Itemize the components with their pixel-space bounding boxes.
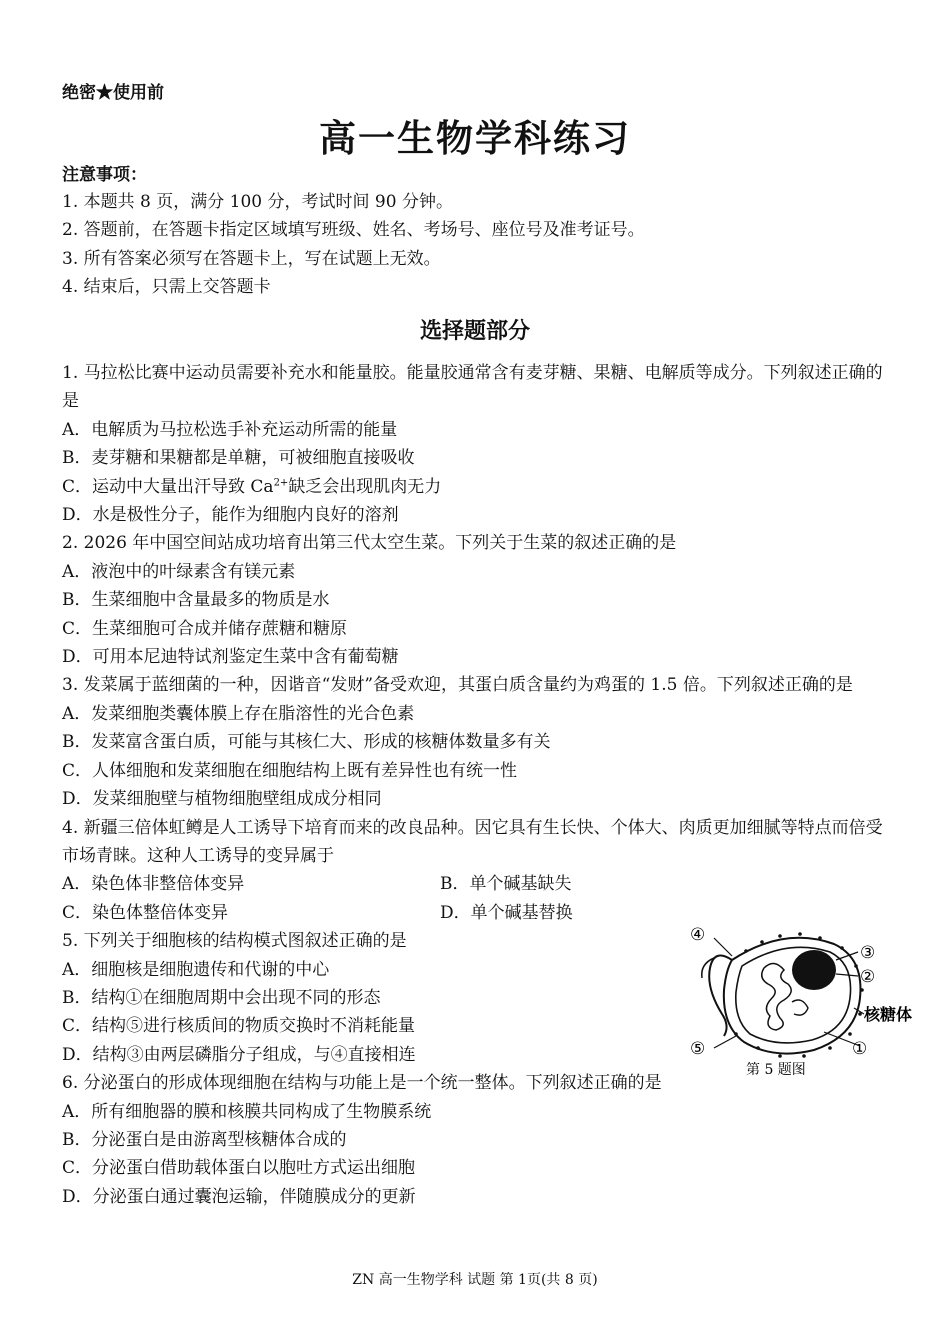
option-a: A．染色体非整倍体变异: [62, 874, 245, 895]
question-4: [62, 814, 892, 928]
chromatin-fragment: [792, 1000, 808, 1015]
option-d: D．单个碱基替换: [440, 902, 573, 923]
question-list: [62, 359, 892, 1211]
option-b: B．发菜富含蛋白质，可能与其核仁大、形成的核糖体数量多有关: [62, 732, 551, 753]
option-a: A．液泡中的叶绿素含有镁元素: [62, 561, 296, 582]
label-ribosome: 核糖体: [864, 1005, 913, 1024]
chromatin: [762, 963, 791, 1030]
option-b: B．生菜细胞中含量最多的物质是水: [62, 590, 330, 611]
option-c: C．染色体整倍体变异: [62, 902, 229, 923]
option-a: A．细胞核是细胞遗传和代谢的中心: [62, 959, 330, 980]
question-stem: 6. 分泌蛋白的形成体现细胞在结构与功能上是一个统一整体。下列叙述正确的是: [62, 1073, 662, 1094]
option-a: A．电解质为马拉松选手补充运动所需的能量: [62, 419, 398, 440]
outer-membrane: [724, 938, 861, 1054]
option-b: B．麦芽糖和果糖都是单糖，可被细胞直接吸收: [62, 448, 415, 469]
note-item: 4. 结束后，只需上交答题卡: [62, 277, 271, 298]
option-c: [62, 473, 892, 501]
label-3: ③: [860, 943, 876, 963]
option-c: C．分泌蛋白借助载体蛋白以胞吐方式运出细胞: [62, 1158, 416, 1179]
option-c-tail: 缺乏会出现肌肉无力: [288, 476, 442, 497]
question-stem: 4. 新疆三倍体虹鳟是人工诱导下培育而来的改良品种。因它具有生长快、个体大、肉质更加细腻等特点而倍受市场青睐。这种人工诱导的变异属于: [62, 817, 883, 866]
page-footer: ZN 高一生物学科 试题 第 1页(共 8 页): [352, 1272, 598, 1288]
question-3: [62, 671, 892, 813]
option-c: C．生菜细胞可合成并储存蔗糖和糖原: [62, 618, 348, 639]
option-c: C．人体细胞和发菜细胞在细胞结构上既有差异性也有统一性: [62, 760, 518, 781]
question-stem: 1. 马拉松比赛中运动员需要补充水和能量胶。能量胶通常含有麦芽糖、果糖、电解质等成分。下列叙述正确的是: [62, 363, 883, 412]
nucleus-diagram: [684, 918, 924, 1080]
notes-heading: 注意事项：: [62, 165, 147, 185]
option-a: A．发菜细胞类囊体膜上存在脂溶性的光合色素: [62, 703, 415, 724]
confidential-label: 绝密★使用前: [62, 83, 164, 103]
label-5: ⑤: [690, 1039, 706, 1059]
option-c-text: C．运动中大量出汗导致 Ca: [62, 476, 274, 497]
note-item: 3. 所有答案必须写在答题卡上，写在试题上无效。: [62, 248, 441, 269]
option-d: D．发菜细胞壁与植物细胞壁组成成分相同: [62, 789, 382, 810]
question-stem: 3. 发菜属于蓝细菌的一种，因谐音“发财”备受欢迎，其蛋白质含量约为鸡蛋的 1.5 倍。下列叙述正确的是: [62, 675, 853, 696]
page-title: 高一生物学科练习: [319, 116, 631, 160]
figure-caption: 第 5 题图: [746, 1062, 806, 1078]
option-a: A．所有细胞器的膜和核膜共同构成了生物膜系统: [62, 1101, 432, 1122]
question-stem: 2. 2026 年中国空间站成功培育出第三代太空生菜。下列关于生菜的叙述正确的是: [62, 533, 677, 554]
option-b: B．结构①在细胞周期中会出现不同的形态: [62, 987, 381, 1008]
label-2: ②: [860, 967, 876, 987]
question-stem: 5. 下列关于细胞核的结构模式图叙述正确的是: [62, 931, 407, 952]
option-d: D．水是极性分子，能作为细胞内良好的溶剂: [62, 505, 399, 526]
nucleolus: [792, 950, 836, 990]
option-c: C．结构⑤进行核质间的物质交换时不消耗能量: [62, 1016, 416, 1037]
question-6: [62, 1069, 892, 1211]
note-item: 2. 答题前，在答题卡指定区域填写班级、姓名、考场号、座位号及准考证号。: [62, 220, 645, 241]
option-d: D．可用本尼迪特试剂鉴定生菜中含有葡萄糖: [62, 647, 399, 668]
section-title: 选择题部分: [419, 318, 530, 344]
option-b: B．分泌蛋白是由游离型核糖体合成的: [62, 1129, 347, 1150]
option-row: [62, 870, 892, 898]
question-2: [62, 529, 892, 671]
label-4: ④: [690, 925, 706, 945]
note-item: 1. 本题共 8 页，满分 100 分，考试时间 90 分钟。: [62, 192, 453, 212]
option-d: D．分泌蛋白通过囊泡运输，伴随膜成分的更新: [62, 1186, 416, 1207]
question-1: [62, 359, 892, 529]
option-d: D．结构③由两层磷脂分子组成，与④直接相连: [62, 1044, 416, 1065]
option-b: B．单个碱基缺失: [440, 874, 572, 895]
label-1: ①: [852, 1039, 868, 1059]
notes-section: [62, 162, 892, 302]
ion-charge: 2+: [273, 476, 289, 488]
